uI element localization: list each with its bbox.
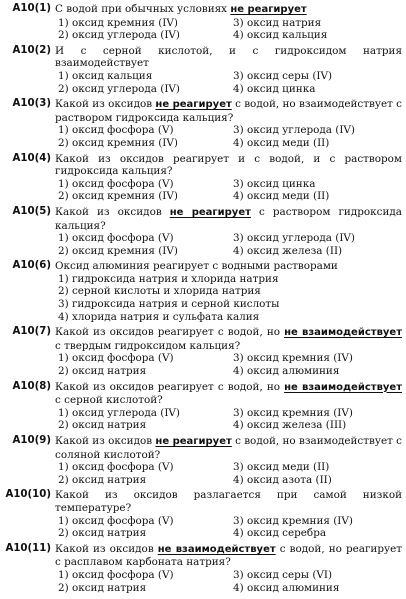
question-block [3, 543, 402, 594]
question-number: A10(11) [5, 542, 51, 554]
answer-options [55, 569, 402, 594]
answer-options [55, 178, 402, 203]
question-stem [55, 381, 402, 407]
answer-option: 1) оксид фосфора (V) [58, 232, 174, 245]
answer-option: 2) оксид натрия [58, 581, 147, 594]
answer-option: 4) оксид цинка [233, 82, 316, 95]
stem-text: с водой, но реагирует с расплавом карбоната натрия? [55, 542, 402, 569]
question-block [3, 206, 402, 257]
stem-text: с твердым гидроксидом кальция? [55, 339, 241, 352]
question-block [3, 326, 402, 377]
question-block [3, 489, 402, 539]
question-body [55, 381, 402, 432]
stem-text: Какой из оксидов [55, 98, 156, 111]
answer-option: 2) оксид натрия [58, 419, 147, 432]
answer-option: 2) оксид натрия [58, 527, 147, 540]
question-number: A10(8) [12, 380, 51, 392]
stem-text: Какой из оксидов [55, 435, 156, 447]
answer-options [55, 232, 402, 257]
answer-option: 3) оксид серы (IV) [233, 69, 333, 82]
answer-option: 4) оксид серебра [233, 527, 327, 540]
question-body [55, 3, 402, 42]
question-stem [55, 153, 402, 178]
stem-text: С водой при обычных условиях [55, 3, 231, 15]
stem-text: с водой, но взаимодействует с раствором гидроксида кальция? [55, 98, 402, 124]
answer-option: 1) оксид фосфора (V) [58, 568, 174, 581]
stem-text: И с серной кислотой, и с гидроксидом натрия взаимодействует [55, 44, 402, 70]
answer-options [55, 352, 402, 377]
answer-option: 2) оксид кремния (IV) [58, 244, 178, 257]
question-number: A10(2) [12, 44, 51, 56]
answer-option: 4) оксид железа (III) [233, 419, 347, 432]
question-stem [55, 98, 402, 124]
question-number: A10(4) [12, 152, 51, 164]
answer-option: 1) оксид фосфора (V) [58, 177, 174, 190]
question-body [55, 45, 402, 95]
question-block [3, 3, 402, 42]
answer-option: 3) оксид углерода (IV) [233, 124, 355, 137]
answer-option: 3) оксид углерода (IV) [233, 232, 355, 245]
answer-options [55, 273, 402, 323]
emphasized-phrase: не взаимодействует [284, 381, 402, 393]
emphasized-phrase: не реагирует [155, 99, 232, 111]
question-number: A10(9) [12, 435, 51, 446]
answer-option: 1) оксид фосфора (V) [58, 352, 174, 365]
question-stem [55, 435, 402, 461]
question-block [3, 98, 402, 149]
stem-text: с водой, но взаимодействует с соляной кислотой? [55, 435, 402, 461]
answer-option: 3) оксид серы (VI) [233, 568, 333, 581]
question-body [55, 543, 402, 594]
answer-option: 2) серной кислоты и хлорида натрия [58, 285, 261, 298]
question-stem [55, 3, 402, 17]
question-stem [55, 206, 402, 232]
question-stem [55, 260, 402, 273]
answer-option: 2) оксид углерода (IV) [58, 82, 180, 95]
question-number: A10(7) [12, 326, 51, 338]
emphasized-phrase: не взаимодействует [284, 327, 402, 339]
answer-option: 4) оксид алюминия [233, 581, 340, 594]
answer-option: 4) оксид алюминия [233, 365, 340, 378]
answer-option: 2) оксид натрия [58, 473, 147, 486]
stem-text: Какой из оксидов реагирует с водой, но [55, 380, 285, 393]
answer-option: 1) оксид фосфора (V) [58, 461, 174, 474]
question-block [3, 45, 402, 95]
stem-text: Какой из оксидов реагирует и с водой, и с раствором гидроксида кальция? [55, 152, 402, 178]
answer-option: 4) оксид кальция [233, 29, 328, 42]
emphasized-phrase: не реагирует [230, 4, 307, 15]
question-body [55, 98, 402, 149]
emphasized-phrase: не реагирует [155, 436, 232, 447]
stem-text: с раствором гидроксида кальция? [55, 205, 402, 232]
answer-option: 1) гидроксида натрия и хлорида натрия [58, 272, 279, 285]
stem-text: Какой из оксидов [55, 205, 170, 218]
question-block [3, 153, 402, 203]
stem-text: Какой из оксидов [55, 542, 158, 555]
answer-options [55, 461, 402, 486]
question-number: A10(5) [12, 205, 51, 217]
answer-options [55, 17, 402, 42]
question-body [55, 435, 402, 486]
answer-option: 1) оксид фосфора (V) [58, 514, 174, 527]
answer-option: 3) оксид натрия [233, 16, 322, 29]
answer-option: 3) оксид кремния (IV) [233, 352, 353, 365]
answer-options [55, 124, 402, 149]
question-number: A10(1) [12, 3, 51, 14]
question-stem [55, 45, 402, 70]
answer-options [55, 70, 402, 95]
answer-option: 4) оксид железа (II) [233, 244, 343, 257]
question-body [55, 206, 402, 257]
answer-option: 3) оксид кремния (IV) [233, 406, 353, 419]
answer-option: 1) оксид кремния (IV) [58, 16, 178, 29]
answer-option: 2) оксид кремния (IV) [58, 190, 178, 203]
answer-options [55, 515, 402, 540]
question-body [55, 326, 402, 377]
answer-option: 2) оксид натрия [58, 365, 147, 378]
question-body [55, 260, 402, 323]
emphasized-phrase: не реагирует [169, 206, 251, 218]
question-stem [55, 489, 402, 514]
question-number: A10(10) [5, 489, 51, 501]
question-number: A10(6) [12, 260, 51, 272]
answer-option: 4) оксид азота (II) [233, 473, 332, 486]
stem-text: Какой из оксидов разлагается при самой низкой температуре? [55, 489, 402, 514]
answer-option: 2) оксид углерода (IV) [58, 29, 180, 42]
answer-option: 3) оксид цинка [233, 177, 316, 190]
stem-text: Какой из оксидов реагирует с водой, но [55, 326, 285, 339]
answer-option: 3) оксид меди (II) [233, 461, 330, 474]
question-stem [55, 543, 402, 569]
question-body [55, 153, 402, 203]
answer-option: 4) хлорида натрия и сульфата калия [58, 310, 260, 323]
answer-option: 1) оксид фосфора (V) [58, 124, 174, 137]
answer-option: 1) оксид кальция [58, 69, 153, 82]
question-body [55, 489, 402, 539]
question-number: A10(3) [12, 98, 51, 110]
answer-option: 4) оксид меди (II) [233, 190, 330, 203]
question-block [3, 381, 402, 432]
question-stem [55, 326, 402, 352]
question-block [3, 435, 402, 486]
answer-option: 4) оксид меди (II) [233, 136, 330, 149]
answer-option: 1) оксид углерода (IV) [58, 406, 180, 419]
answer-option: 3) гидроксида натрия и серной кислоты [58, 298, 280, 311]
stem-text: Оксид алюминия реагирует с водными растворами [55, 260, 338, 273]
answer-options [55, 407, 402, 432]
answer-option: 2) оксид кремния (IV) [58, 136, 178, 149]
stem-text: с серной кислотой? [55, 394, 163, 407]
emphasized-phrase: не взаимодействует [157, 543, 276, 555]
answer-option: 3) оксид кремния (IV) [233, 514, 353, 527]
question-block [3, 260, 402, 323]
